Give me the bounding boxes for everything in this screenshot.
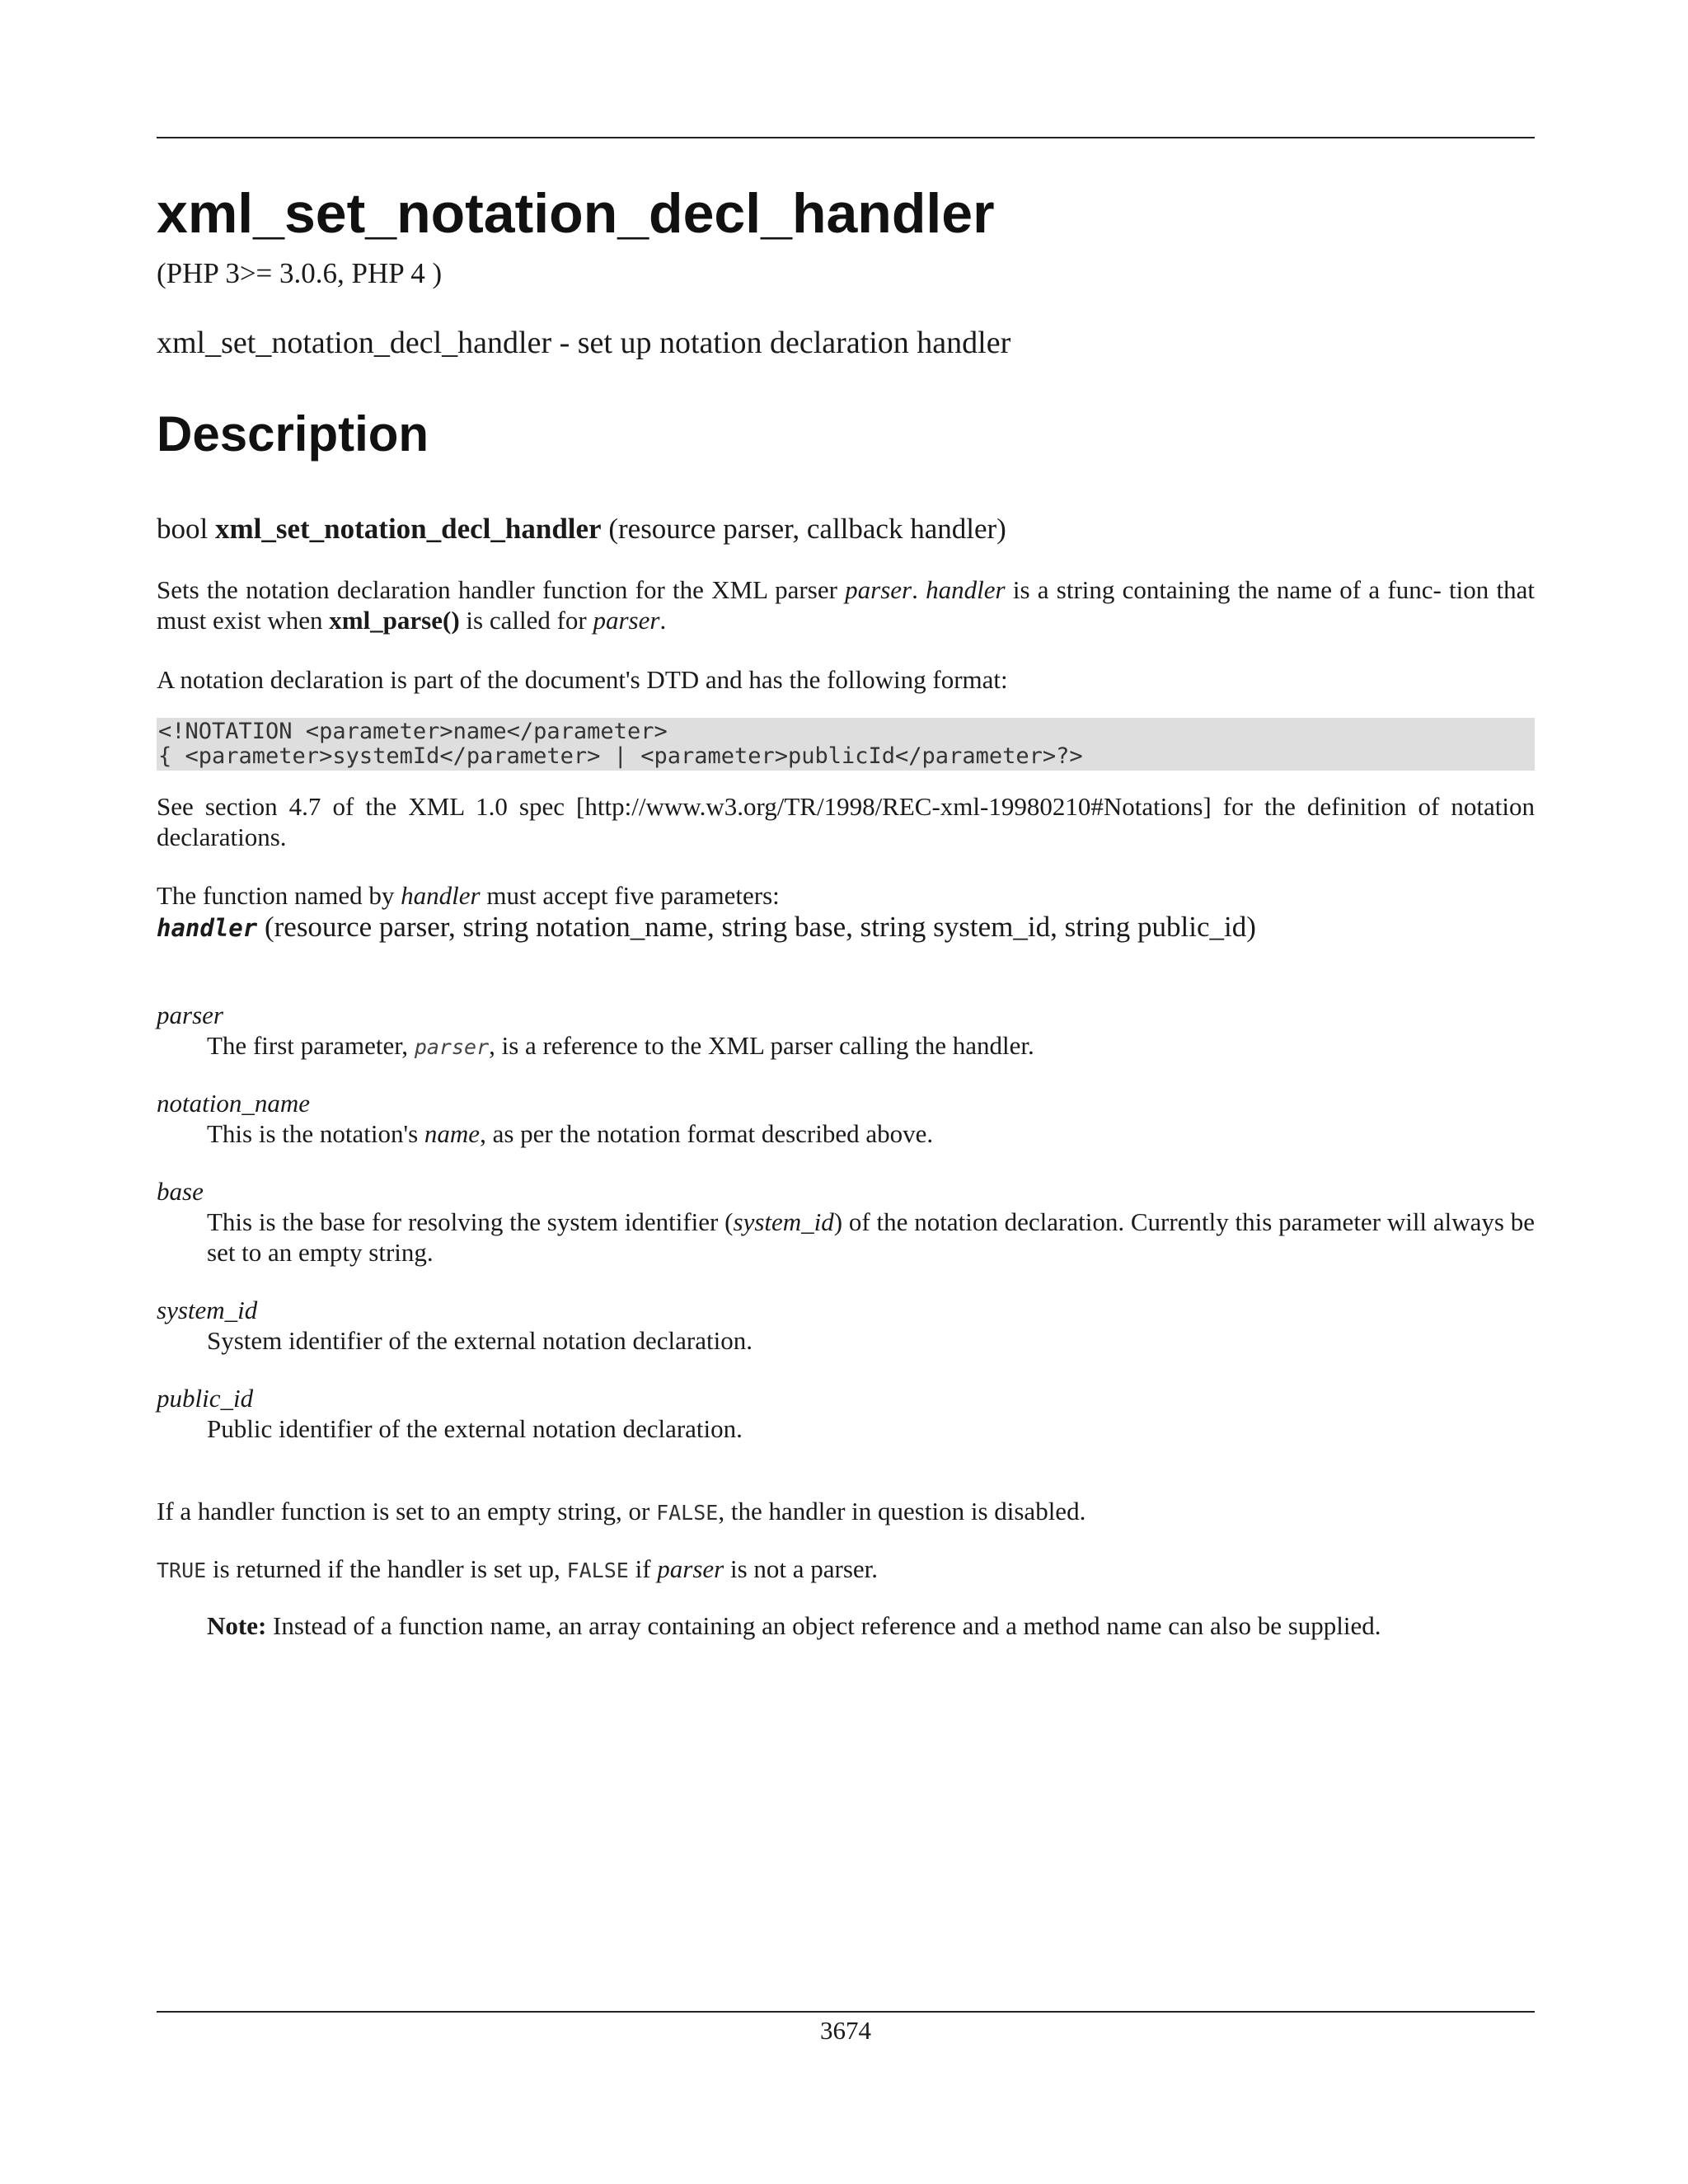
text-run: If a handler function is set to an empty string, or [157,1497,657,1526]
synopsis-function-name: xml_set_notation_decl_handler [214,513,602,545]
bottom-rule [157,2011,1535,2013]
parameter-description [157,1207,1535,1268]
text-run: must accept five parameters: [480,881,780,910]
text-run: This is the notation's [207,1119,424,1148]
parameter-description: System identifier of the external notation declaration. [207,1326,753,1355]
page-number: 3674 [820,2016,871,2045]
emphasis: name [424,1119,481,1148]
return-value-paragraph [157,1554,1535,1586]
handler-params-intro [157,880,1535,911]
true-constant: TRUE [157,1558,207,1582]
text-run: The function named by [157,881,401,910]
xml-parse-function-link[interactable]: xml_parse() [329,606,460,635]
disable-handler-paragraph [157,1496,1535,1528]
text-run: is returned if the handler is set up, [206,1554,567,1583]
text-run: This is the base for resolving the system identifier ( [207,1207,734,1236]
parameter-description [157,1030,1535,1062]
parameter-entry [157,1088,1535,1149]
parameter-name: parser [157,1001,223,1029]
text-run: is a string containing the name of a func- tion that must exist when [157,575,1536,635]
parameter-code: parser [414,1035,490,1059]
page-title: xml_set_notation_decl_handler [157,182,995,245]
description-heading: Description [157,406,429,462]
handler-name: handler [157,914,258,942]
description-paragraph [157,574,1535,635]
function-purpose: xml_set_notation_decl_handler - set up notation declaration handler [157,326,1011,360]
parameter-entry [157,1383,1535,1444]
handler-ref: handler [401,881,481,910]
document-page [157,0,1535,2184]
text-run: is called for [459,606,593,635]
parameter-description: Public identifier of the external notation declaration. [207,1414,743,1443]
text-run: . [912,575,926,604]
function-synopsis [157,514,1006,543]
code-line: <!NOTATION <parameter>name</parameter> [158,719,668,744]
text-run: if [628,1554,658,1583]
text-run: , the handler in question is disabled. [718,1497,1086,1526]
parser-ref: parser [657,1554,724,1583]
text-run: . [659,606,667,635]
top-rule [157,137,1535,138]
code-line: { <parameter>systemId</parameter> | <parameter>publicId</parameter>?> [158,743,1083,769]
handler-signature [157,911,1256,944]
note-text: Instead of a function name, an array containing an object reference and a method name can also be supplied. [266,1611,1381,1640]
false-constant: FALSE [656,1501,719,1525]
text-run: , is a reference to the XML parser calling the handler. [489,1031,1034,1060]
emphasis: system_id [733,1207,834,1236]
text-run: is not a parser. [724,1554,879,1583]
spec-reference-paragraph: See section 4.7 of the XML 1.0 spec [http://www.w3.org/TR/1998/REC-xml-19980210#Notations] for the definition of notation declarations. [157,792,1535,851]
parser-ref: parser [593,606,660,635]
text-run: , as per the notation format described above. [480,1119,934,1148]
text-run: Sets the notation declaration handler function for the XML parser [157,575,846,604]
note-label: Note: [207,1611,267,1640]
note-block [207,1610,1381,1641]
handler-ref: handler [926,575,1006,604]
synopsis-params: (resource parser, callback handler) [608,513,1006,545]
handler-params: (resource parser, string notation_name, string base, string system_id, string public_id) [257,911,1256,943]
parameter-name: system_id [157,1296,258,1324]
version-info: (PHP 3>= 3.0.6, PHP 4 ) [157,257,443,289]
notation-format-code-block [157,718,1535,771]
parameter-name: public_id [157,1384,254,1413]
text-run: The first parameter, [207,1031,415,1060]
parser-ref: parser [845,575,912,604]
parameter-entry [157,1176,1535,1268]
false-constant: FALSE [566,1558,629,1582]
parameter-name: notation_name [157,1089,310,1118]
parameter-entry [157,1000,1535,1062]
parameter-description [157,1118,1535,1149]
parameter-name: base [157,1177,204,1206]
text-run: ) of the notation declaration. Currently this parameter will always be set to an empty string. [207,1207,1536,1267]
parameter-entry [157,1295,1535,1356]
return-type: bool [157,513,209,545]
format-intro-paragraph: A notation declaration is part of the document's DTD and has the following format: [157,665,1008,694]
